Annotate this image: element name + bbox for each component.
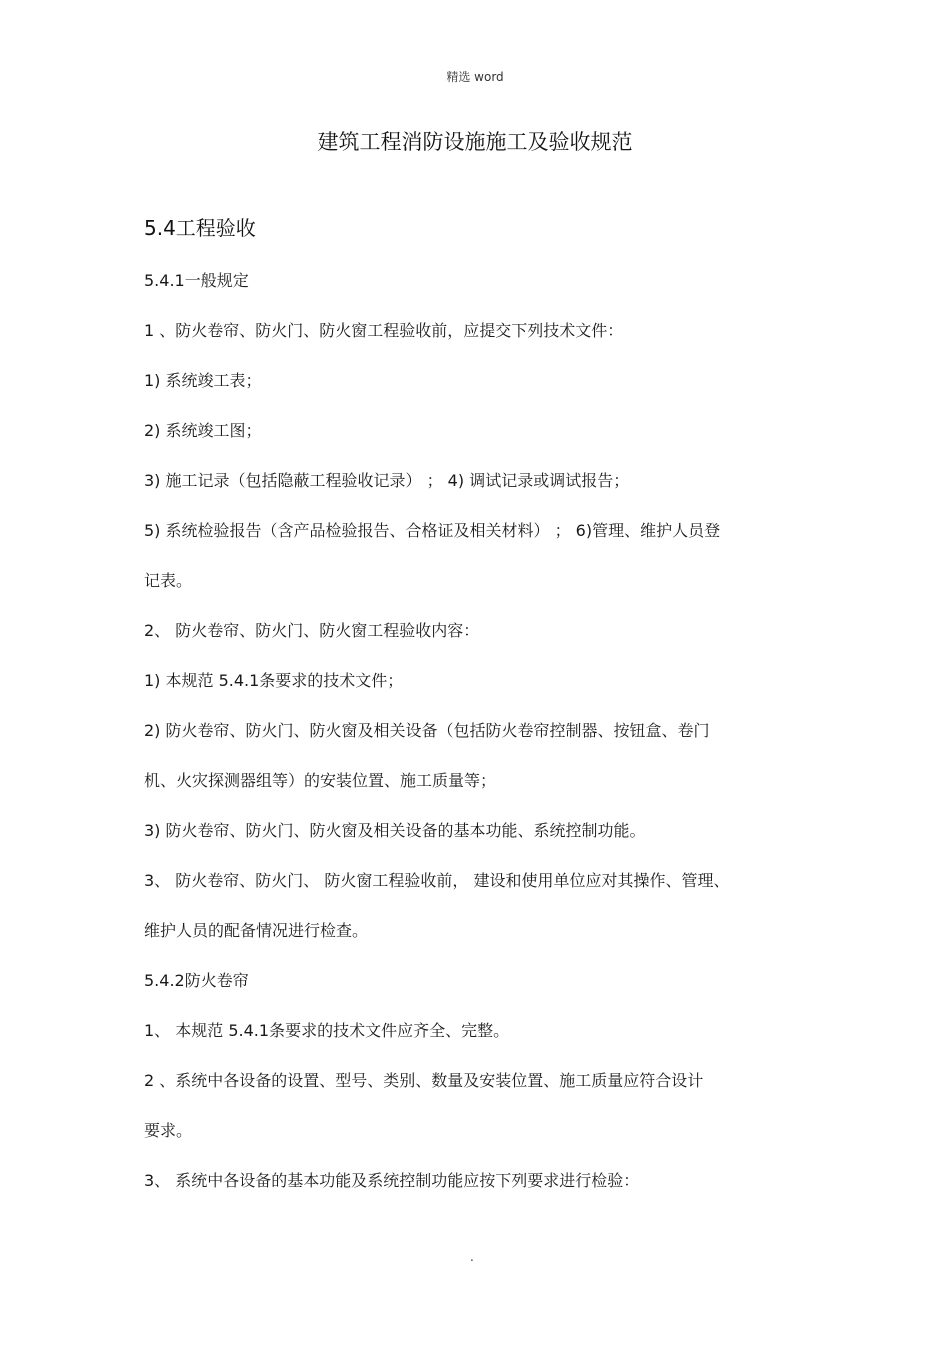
paragraph-line: 3) 防火卷帘、防火门、防火窗及相关设备的基本功能、系统控制功能。 [144,821,646,840]
paragraph-line: 1 、防火卷帘、防火门、防火窗工程验收前，应提交下列技术文件： [144,321,624,340]
page-header: 精选 word [446,70,504,84]
paragraph-line: 2、 防火卷帘、防火门、防火窗工程验收内容： [144,621,480,640]
paragraph-line: 机、火灾探测器组等）的安装位置、施工质量等； [144,771,497,790]
document-title: 建筑工程消防设施施工及验收规范 [317,130,633,154]
subsection-heading: 5.4.1一般规定 [144,271,249,290]
paragraph-line: 3、 防火卷帘、防火门、 防火窗工程验收前， 建设和使用单位应对其操作、管理、 [144,871,730,890]
paragraph-line: 2) 防火卷帘、防火门、防火窗及相关设备（包括防火卷帘控制器、按钮盒、卷门 [144,721,710,740]
paragraph-line: 1、 本规范 5.4.1条要求的技术文件应齐全、完整。 [144,1021,510,1040]
paragraph-line: 2) 系统竣工图； [144,421,262,440]
subsection-heading: 5.4.2防火卷帘 [144,971,249,990]
paragraph-line: 要求。 [144,1121,193,1140]
paragraph-line: 记表。 [144,571,193,590]
paragraph-line: 3) 施工记录（包括隐蔽工程验收记录） ； 4) 调试记录或调试报告； [144,471,630,490]
paragraph-line: 3、 系统中各设备的基本功能及系统控制功能应按下列要求进行检验： [144,1171,640,1190]
paragraph-line: 2 、系统中各设备的设置、型号、类别、数量及安装位置、施工质量应符合设计 [144,1071,704,1090]
paragraph-line: 1) 系统竣工表； [144,371,262,390]
paragraph-line: 5) 系统检验报告（含产品检验报告、合格证及相关材料） ； 6)管理、维护人员登 [144,521,721,540]
paragraph-line: 维护人员的配备情况进行检查。 [144,921,369,940]
page-footer-mark: . [470,1250,474,1264]
section-heading: 5.4工程验收 [144,216,256,240]
paragraph-line: 1) 本规范 5.4.1条要求的技术文件； [144,671,404,690]
